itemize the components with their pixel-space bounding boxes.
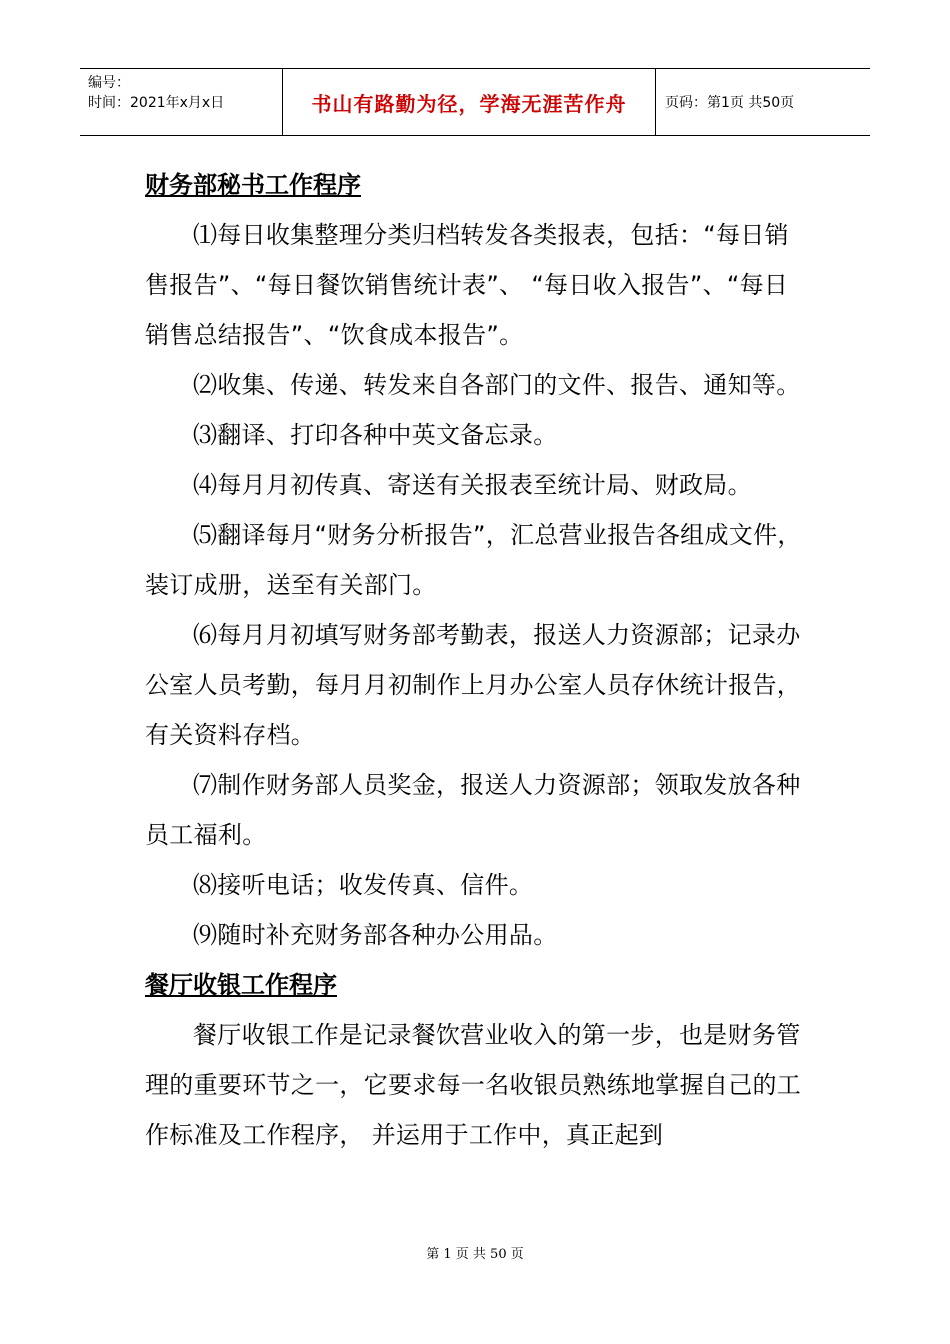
header-divider-right — [655, 69, 656, 135]
paragraph: ⑺制作财务部人员奖金，报送人力资源部；领取发放各种员工福利。 — [145, 771, 801, 849]
header-meta — [88, 73, 224, 113]
document-time-label: 时间：2021年x月x日 — [88, 95, 225, 111]
paragraph: ⑼随时补充财务部各种办公用品。 — [193, 921, 558, 949]
header-page-info: 页码：第1页 共50页 — [665, 95, 795, 111]
paragraph: ⑴每日收集整理分类归档转发各类报表，包括：“每日销售报告”、“每日餐饮销售统计表”、 “每日收入报告”、“每日销售总结报告”、“饮食成本报告”。 — [145, 221, 789, 349]
header-motto: 书山有路勤为径，学海无涯苦作舟 — [311, 91, 627, 116]
document-number-label: 编号： — [88, 75, 130, 91]
paragraph: ⑵收集、传递、转发来自各部门的文件、报告、通知等。 — [193, 371, 801, 399]
paragraph: ⑸翻译每月“财务分析报告”，汇总营业报告各组成文件，装订成册，送至有关部门。 — [145, 521, 802, 599]
section-finance-secretary — [145, 160, 810, 960]
section-restaurant-cashier — [145, 960, 810, 1160]
page-header — [80, 68, 870, 136]
paragraph: ⑷每月月初传真、寄送有关报表至统计局、财政局。 — [193, 471, 752, 499]
paragraph: ⑶翻译、打印各种中英文备忘录。 — [193, 421, 558, 449]
paragraph: 餐厅收银工作是记录餐饮营业收入的第一步，也是财务管理的重要环节之一，它要求每一名收银员熟练地掌握自己的工作标准及工作程序， 并运用于工作中，真正起到 — [145, 1021, 802, 1149]
paragraph: ⑹每月月初填写财务部考勤表，报送人力资源部；记录办公室人员考勤，每月月初制作上月办公室人员存休统计报告，有关资料存档。 — [145, 621, 802, 749]
section-heading: 餐厅收银工作程序 — [145, 971, 337, 999]
document-body — [145, 160, 810, 1160]
paragraph: ⑻接听电话；收发传真、信件。 — [193, 871, 534, 899]
section-heading: 财务部秘书工作程序 — [145, 171, 361, 199]
page-footer: 第 1 页 共 50 页 — [426, 1247, 524, 1262]
